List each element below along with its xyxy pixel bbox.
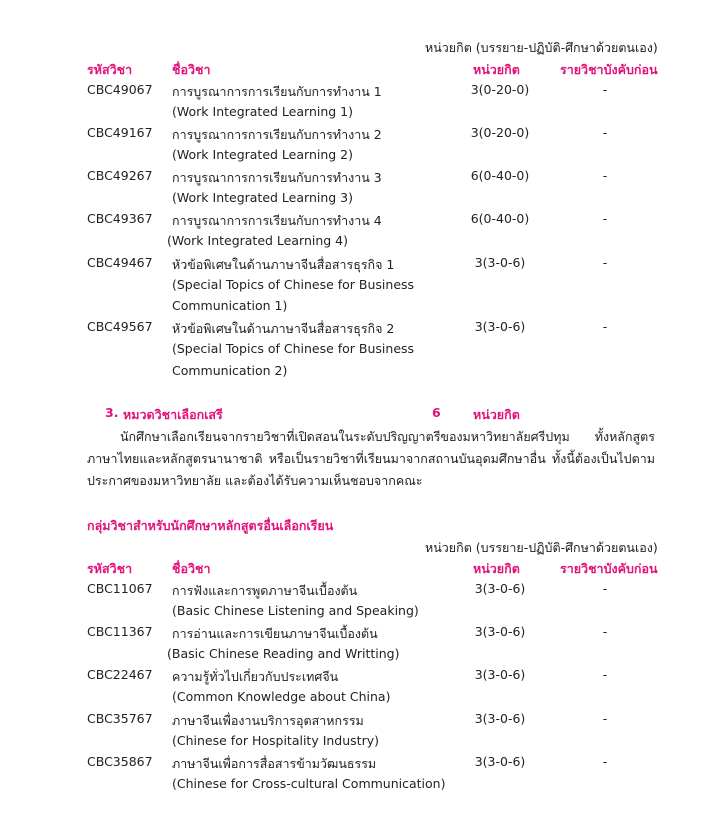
course-code: CBC49167	[87, 125, 153, 140]
course-name-th: ความรู้ทั่วไปเกี่ยวกับประเทศจีน	[172, 669, 339, 684]
section-title: หมวดวิชาเลือกเสรี	[123, 407, 223, 422]
course-name-en: (Special Topics of Chinese for Business	[172, 341, 415, 356]
course-prereq: -	[602, 754, 608, 769]
section-credits: 6	[432, 405, 441, 420]
course-name-en: (Special Topics of Chinese for Business	[172, 277, 415, 292]
course-credit: 3(3-0-6)	[474, 255, 526, 270]
course-name-en: (Work Integrated Learning 1)	[172, 104, 354, 119]
course-name-th: การบูรณาการการเรียนกับการทำงาน 4	[172, 213, 382, 228]
course-name-th: ภาษาจีนเพื่องานบริการอุตสาหกรรม	[172, 713, 364, 728]
header-prereq: รายวิชาบังคับก่อน	[560, 62, 658, 77]
header-name: ชื่อวิชา	[172, 62, 211, 77]
unit-note: หน่วยกิต (บรรยาย-ปฏิบัติ-ศึกษาด้วยตนเอง)	[425, 540, 658, 555]
course-credit: 3(3-0-6)	[474, 319, 526, 334]
course-prereq: -	[602, 624, 608, 639]
course-name-en: (Work Integrated Learning 2)	[172, 147, 354, 162]
course-credit: 3(3-0-6)	[474, 624, 526, 639]
course-credit: 6(0-40-0)	[470, 211, 530, 226]
course-code: CBC49567	[87, 319, 153, 334]
course-prereq: -	[602, 319, 608, 334]
course-prereq: -	[602, 711, 608, 726]
course-name-en: (Work Integrated Learning 3)	[172, 190, 354, 205]
course-name-en: (Work Integrated Learning 4)	[167, 233, 349, 248]
course-prereq: -	[602, 255, 608, 270]
header-name: ชื่อวิชา	[172, 561, 211, 576]
course-name-th: การบูรณาการการเรียนกับการทำงาน 3	[172, 170, 382, 185]
course-prereq: -	[602, 667, 608, 682]
course-name-en: (Basic Chinese Listening and Speaking)	[172, 603, 419, 618]
course-code: CBC35867	[87, 754, 153, 769]
course-credit: 3(3-0-6)	[474, 754, 526, 769]
unit-note: หน่วยกิต (บรรยาย-ปฏิบัติ-ศึกษาด้วยตนเอง)	[425, 40, 658, 55]
header-code: รหัสวิชา	[87, 62, 133, 77]
course-name-en: (Basic Chinese Reading and Writting)	[167, 646, 400, 661]
group-title: กลุ่มวิชาสำหรับนักศึกษาหลักสูตรอื่นเลือกเรียน	[87, 518, 334, 533]
section-number: 3.	[105, 405, 119, 420]
course-code: CBC49067	[87, 82, 153, 97]
course-code: CBC49467	[87, 255, 153, 270]
section-credit-unit: หน่วยกิต	[473, 407, 520, 422]
course-prereq: -	[602, 581, 608, 596]
course-credit: 3(0-20-0)	[470, 82, 530, 97]
course-credit: 3(3-0-6)	[474, 581, 526, 596]
course-code: CBC11367	[87, 624, 153, 639]
section-paragraph: นักศึกษาเลือกเรียนจากรายวิชาที่เปิดสอนในระดับปริญญาตรีของมหาวิทยาลัยศรีปทุม ทั้งหลักสูตรภาษาไทยและหลักสูตรนานาชาติ หรือเป็นรายวิชาที่เรียนมาจากสถานบันอุดมศึกษาอื่น ทั้งนี้ต้องเป็นไปตามประกาศของมหาวิทยาลัย และต้องได้รับความเห็นชอบจากคณะ	[87, 429, 655, 488]
header-credit: หน่วยกิต	[473, 561, 520, 576]
course-name-en: (Chinese for Hospitality Industry)	[172, 733, 379, 748]
header-code: รหัสวิชา	[87, 561, 133, 576]
course-name-en: Communication 1)	[172, 298, 288, 313]
course-code: CBC11067	[87, 581, 153, 596]
course-prereq: -	[602, 125, 608, 140]
course-name-en: (Chinese for Cross-cultural Communication)	[172, 776, 446, 791]
course-name-en: Communication 2)	[172, 363, 288, 378]
course-name-th: หัวข้อพิเศษในด้านภาษาจีนสื่อสารธุรกิจ 2	[172, 321, 395, 336]
course-credit: 3(3-0-6)	[474, 711, 526, 726]
course-prereq: -	[602, 82, 608, 97]
course-name-th: หัวข้อพิเศษในด้านภาษาจีนสื่อสารธุรกิจ 1	[172, 257, 395, 272]
course-credit: 3(0-20-0)	[470, 125, 530, 140]
course-credit: 6(0-40-0)	[470, 168, 530, 183]
course-prereq: -	[602, 211, 608, 226]
course-code: CBC49267	[87, 168, 153, 183]
course-code: CBC49367	[87, 211, 153, 226]
course-name-th: การบูรณาการการเรียนกับการทำงาน 2	[172, 127, 382, 142]
course-code: CBC35767	[87, 711, 153, 726]
header-prereq: รายวิชาบังคับก่อน	[560, 561, 658, 576]
course-name-th: ภาษาจีนเพื่อการสื่อสารข้ามวัฒนธรรม	[172, 756, 377, 771]
course-prereq: -	[602, 168, 608, 183]
course-name-en: (Common Knowledge about China)	[172, 689, 391, 704]
header-credit: หน่วยกิต	[473, 62, 520, 77]
course-name-th: การฟังและการพูดภาษาจีนเบื้องต้น	[172, 583, 358, 598]
course-name-th: การอ่านและการเขียนภาษาจีนเบื้องต้น	[172, 626, 378, 641]
course-name-th: การบูรณาการการเรียนกับการทำงาน 1	[172, 84, 382, 99]
course-code: CBC22467	[87, 667, 153, 682]
course-credit: 3(3-0-6)	[474, 667, 526, 682]
